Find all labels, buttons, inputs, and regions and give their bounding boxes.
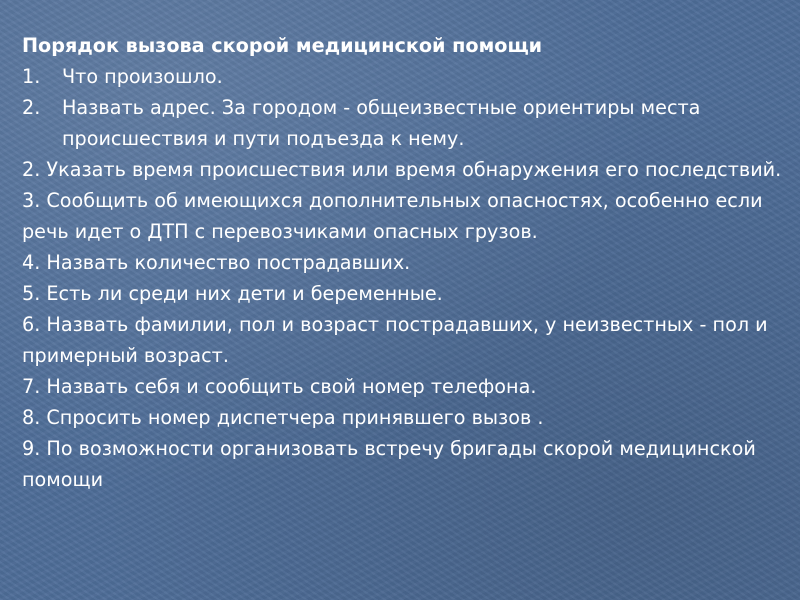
item-number: 1. (22, 65, 41, 88)
numbered-item (22, 92, 782, 154)
item-text: Назвать адрес. За городом - общеизвестные ориентиры места происшествия и пути подъезда к нему. (62, 96, 701, 150)
item-text: Что произошло. (62, 65, 223, 88)
slide-title: Порядок вызова скорой медицинской помощи (22, 34, 543, 57)
paragraph: 3. Сообщить об имеющихся дополнительных опасностях, особенно если речь идет о ДТП с перевозчиками опасных грузов. (22, 189, 763, 243)
paragraph: 9. По возможности организовать встречу бригады скорой медицинской помощи (22, 437, 756, 491)
paragraph: 2. Указать время происшествия или время обнаружения его последствий. (22, 158, 782, 181)
paragraph: 7. Назвать себя и сообщить свой номер телефона. (22, 375, 537, 398)
paragraph: 4. Назвать количество пострадавших. (22, 251, 411, 274)
slide-content (22, 30, 782, 495)
numbered-item (22, 61, 782, 92)
paragraph: 8. Спросить номер диспетчера принявшего вызов . (22, 406, 544, 429)
item-number: 2. (22, 96, 41, 119)
paragraph: 5. Есть ли среди них дети и беременные. (22, 282, 443, 305)
paragraph: 6. Назвать фамилии, пол и возраст пострадавших, у неизвестных - пол и примерный возраст. (22, 313, 768, 367)
